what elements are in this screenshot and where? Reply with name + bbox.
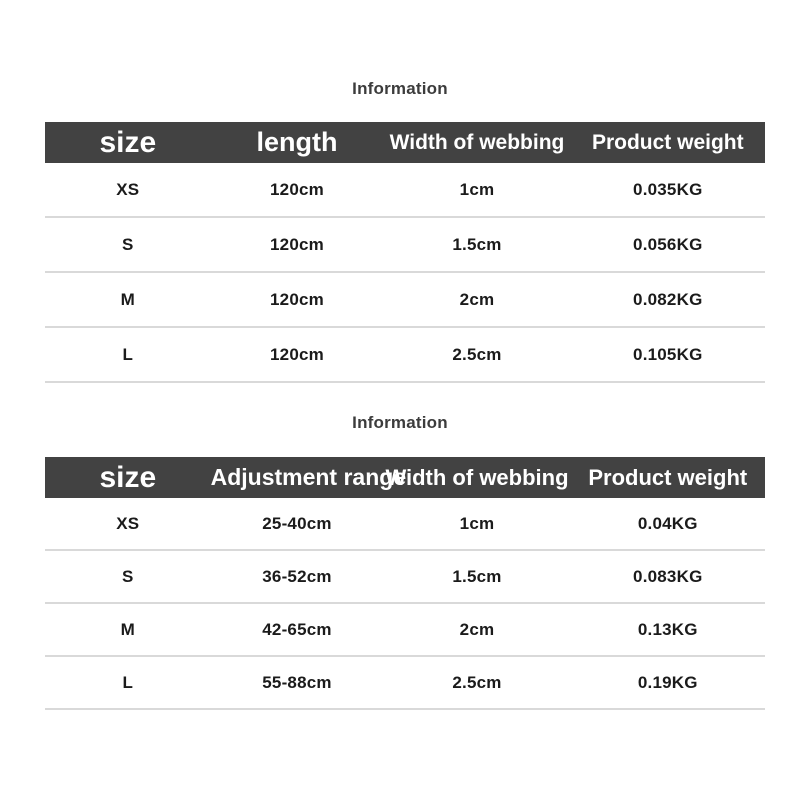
cell-size: L (122, 344, 134, 364)
cell-adjustment-range: 25-40cm (262, 513, 332, 533)
cell-webbing-width: 1.5cm (452, 234, 502, 254)
col-header-size: size (99, 461, 157, 494)
cell-length: 120cm (270, 289, 324, 309)
table-row (45, 498, 765, 551)
col-header-webbing-width: Width of webbing (389, 131, 565, 154)
cell-adjustment-range: 42-65cm (262, 619, 332, 639)
table-row (45, 163, 765, 218)
cell-length: 120cm (270, 344, 324, 364)
col-header-adjustment-range: Adjustment range (210, 464, 407, 490)
col-header-size: size (99, 126, 157, 159)
size-length-table (45, 122, 765, 383)
col-header-product-weight: Product weight (588, 465, 748, 490)
table-header-row (45, 122, 765, 163)
col-header-webbing-width: Width of webbing (385, 465, 569, 490)
cell-length: 120cm (270, 234, 324, 254)
cell-adjustment-range: 36-52cm (262, 566, 332, 586)
cell-webbing-width: 1cm (459, 513, 495, 533)
cell-adjustment-range: 55-88cm (262, 672, 332, 692)
table-row (45, 551, 765, 604)
table-row (45, 604, 765, 657)
section-title: Information (352, 79, 448, 98)
cell-product-weight: 0.056KG (633, 234, 703, 254)
cell-size: XS (116, 513, 140, 533)
cell-webbing-width: 2cm (459, 289, 495, 309)
cell-product-weight: 0.04KG (637, 513, 698, 533)
col-header-product-weight: Product weight (591, 131, 744, 154)
cell-size: XS (116, 179, 140, 199)
cell-webbing-width: 2.5cm (452, 344, 502, 364)
cell-product-weight: 0.083KG (633, 566, 703, 586)
cell-size: L (122, 672, 134, 692)
cell-product-weight: 0.035KG (633, 179, 703, 199)
table-row (45, 218, 765, 273)
cell-length: 120cm (270, 179, 324, 199)
cell-product-weight: 0.105KG (633, 344, 703, 364)
table-row (45, 328, 765, 383)
cell-size: S (122, 566, 134, 586)
cell-webbing-width: 2.5cm (452, 672, 502, 692)
cell-product-weight: 0.19KG (637, 672, 698, 692)
cell-size: M (120, 289, 135, 309)
size-adjustment-table (45, 457, 765, 710)
size-table-section-adjustment-range (0, 383, 800, 710)
col-header-length: length (256, 127, 338, 157)
size-table-section-fixed-length (0, 0, 800, 383)
cell-size: S (122, 234, 134, 254)
section-title: Information (352, 413, 448, 432)
cell-product-weight: 0.13KG (637, 619, 698, 639)
cell-webbing-width: 1.5cm (452, 566, 502, 586)
cell-size: M (120, 619, 135, 639)
table-row (45, 273, 765, 328)
cell-product-weight: 0.082KG (633, 289, 703, 309)
table-row (45, 657, 765, 710)
cell-webbing-width: 2cm (459, 619, 495, 639)
cell-webbing-width: 1cm (459, 179, 495, 199)
table-header-row (45, 457, 765, 498)
